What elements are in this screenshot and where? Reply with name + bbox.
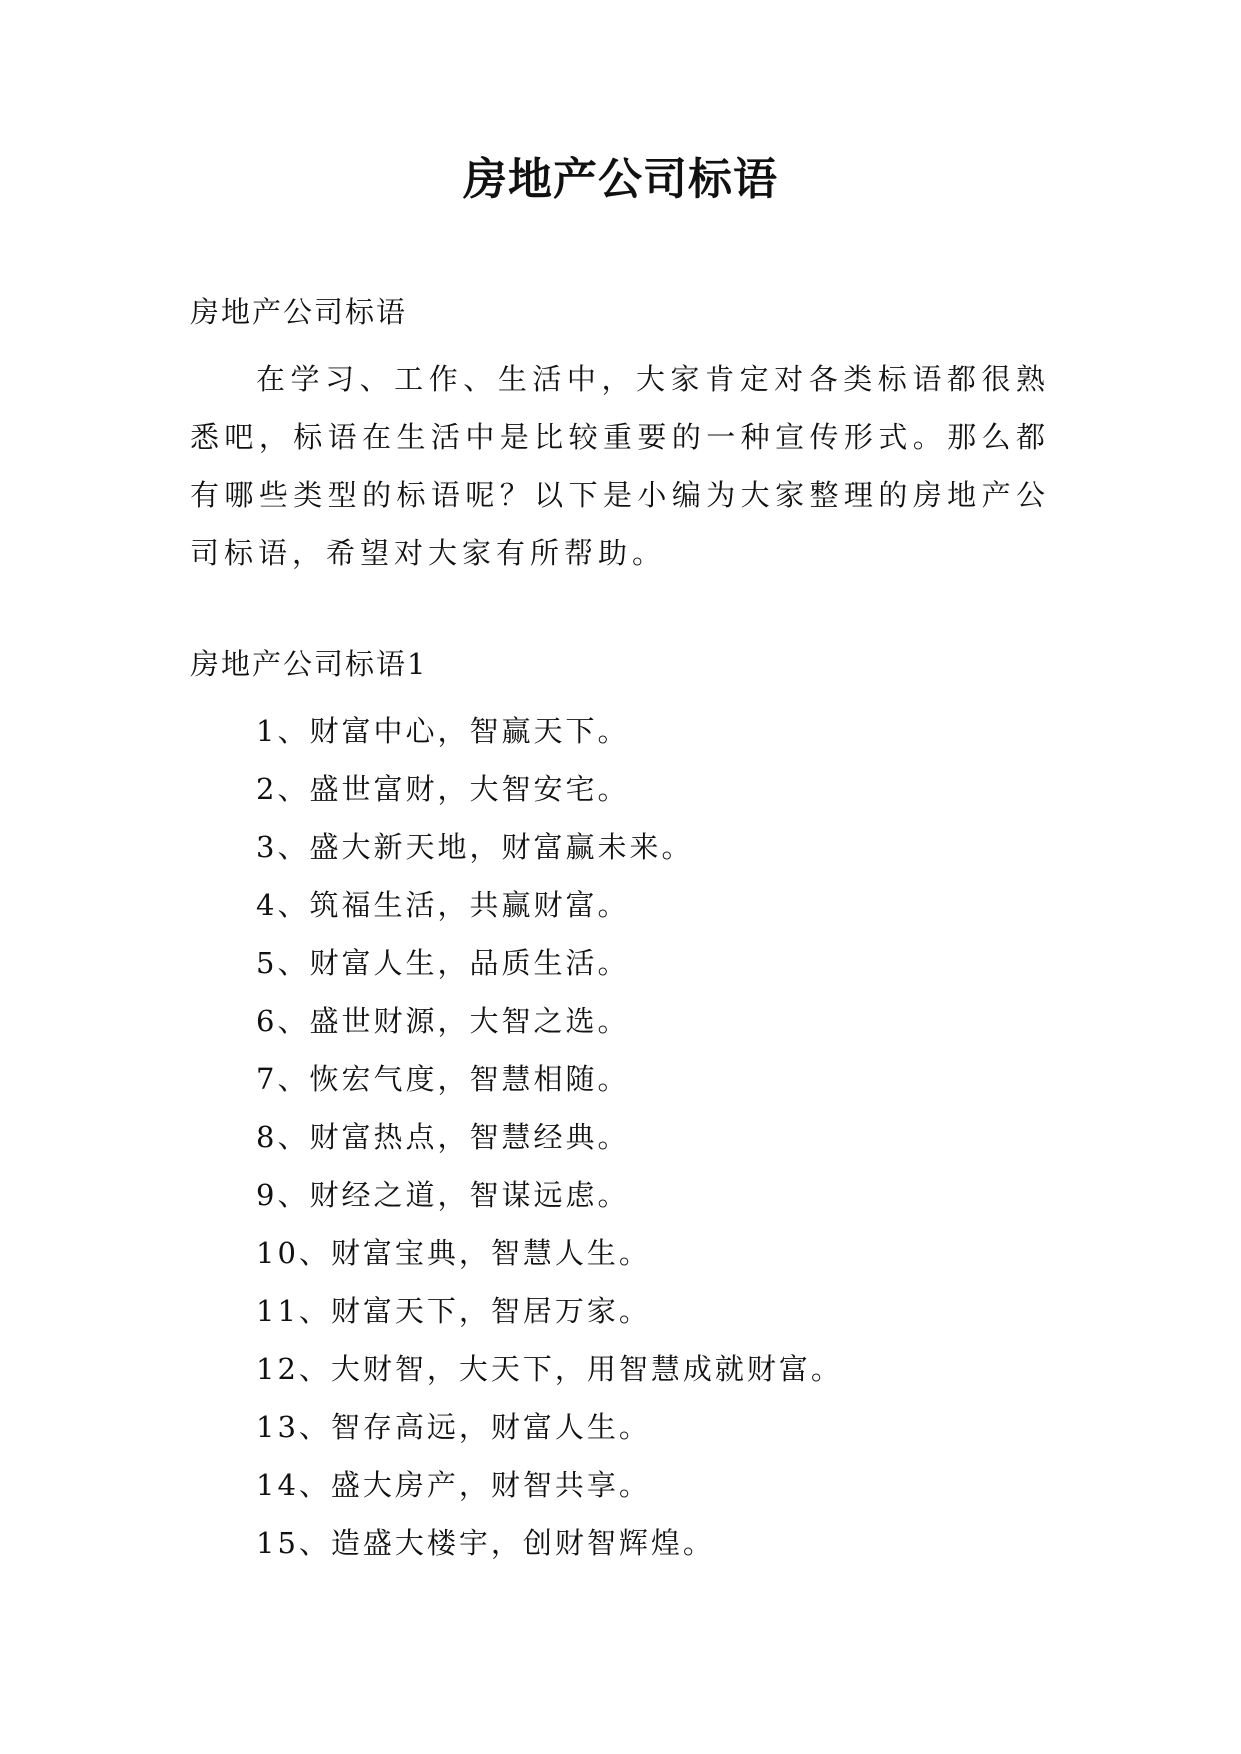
document-subtitle: 房地产公司标语 (190, 295, 408, 329)
slogan-item: 2、盛世富财，大智安宅。 (256, 772, 630, 806)
slogan-list (256, 702, 843, 1572)
slogan-item: 5、财富人生，品质生活。 (256, 946, 630, 980)
slogan-item: 6、盛世财源，大智之选。 (256, 1004, 630, 1038)
slogan-item: 10、财富宝典，智慧人生。 (256, 1236, 651, 1270)
slogan-item: 9、财经之道，智谋远虑。 (256, 1178, 630, 1212)
page-title: 房地产公司标语 (463, 154, 778, 205)
slogan-item: 14、盛大房产，财智共享。 (256, 1468, 651, 1502)
slogan-item: 1、财富中心，智赢天下。 (256, 714, 630, 748)
slogan-item: 8、财富热点，智慧经典。 (256, 1120, 630, 1154)
slogan-item: 12、大财智，大天下，用智慧成就财富。 (256, 1352, 843, 1386)
slogan-item: 15、造盛大楼宇，创财智辉煌。 (256, 1526, 715, 1560)
slogan-item: 4、筑福生活，共赢财富。 (256, 888, 630, 922)
slogan-item: 3、盛大新天地，财富赢未来。 (256, 830, 694, 864)
slogan-item: 7、恢宏气度，智慧相随。 (256, 1062, 630, 1096)
slogan-item: 13、智存高远，财富人生。 (256, 1410, 651, 1444)
slogan-item: 11、财富天下，智居万家。 (256, 1294, 651, 1328)
intro-paragraph: 在学习、工作、生活中，大家肯定对各类标语都很熟悉吧，标语在生活中是比较重要的一种宣传形式。那么都有哪些类型的标语呢？以下是小编为大家整理的房地产公司标语，希望对大家有所帮助。 (190, 362, 1050, 570)
section-heading: 房地产公司标语1 (190, 647, 428, 681)
